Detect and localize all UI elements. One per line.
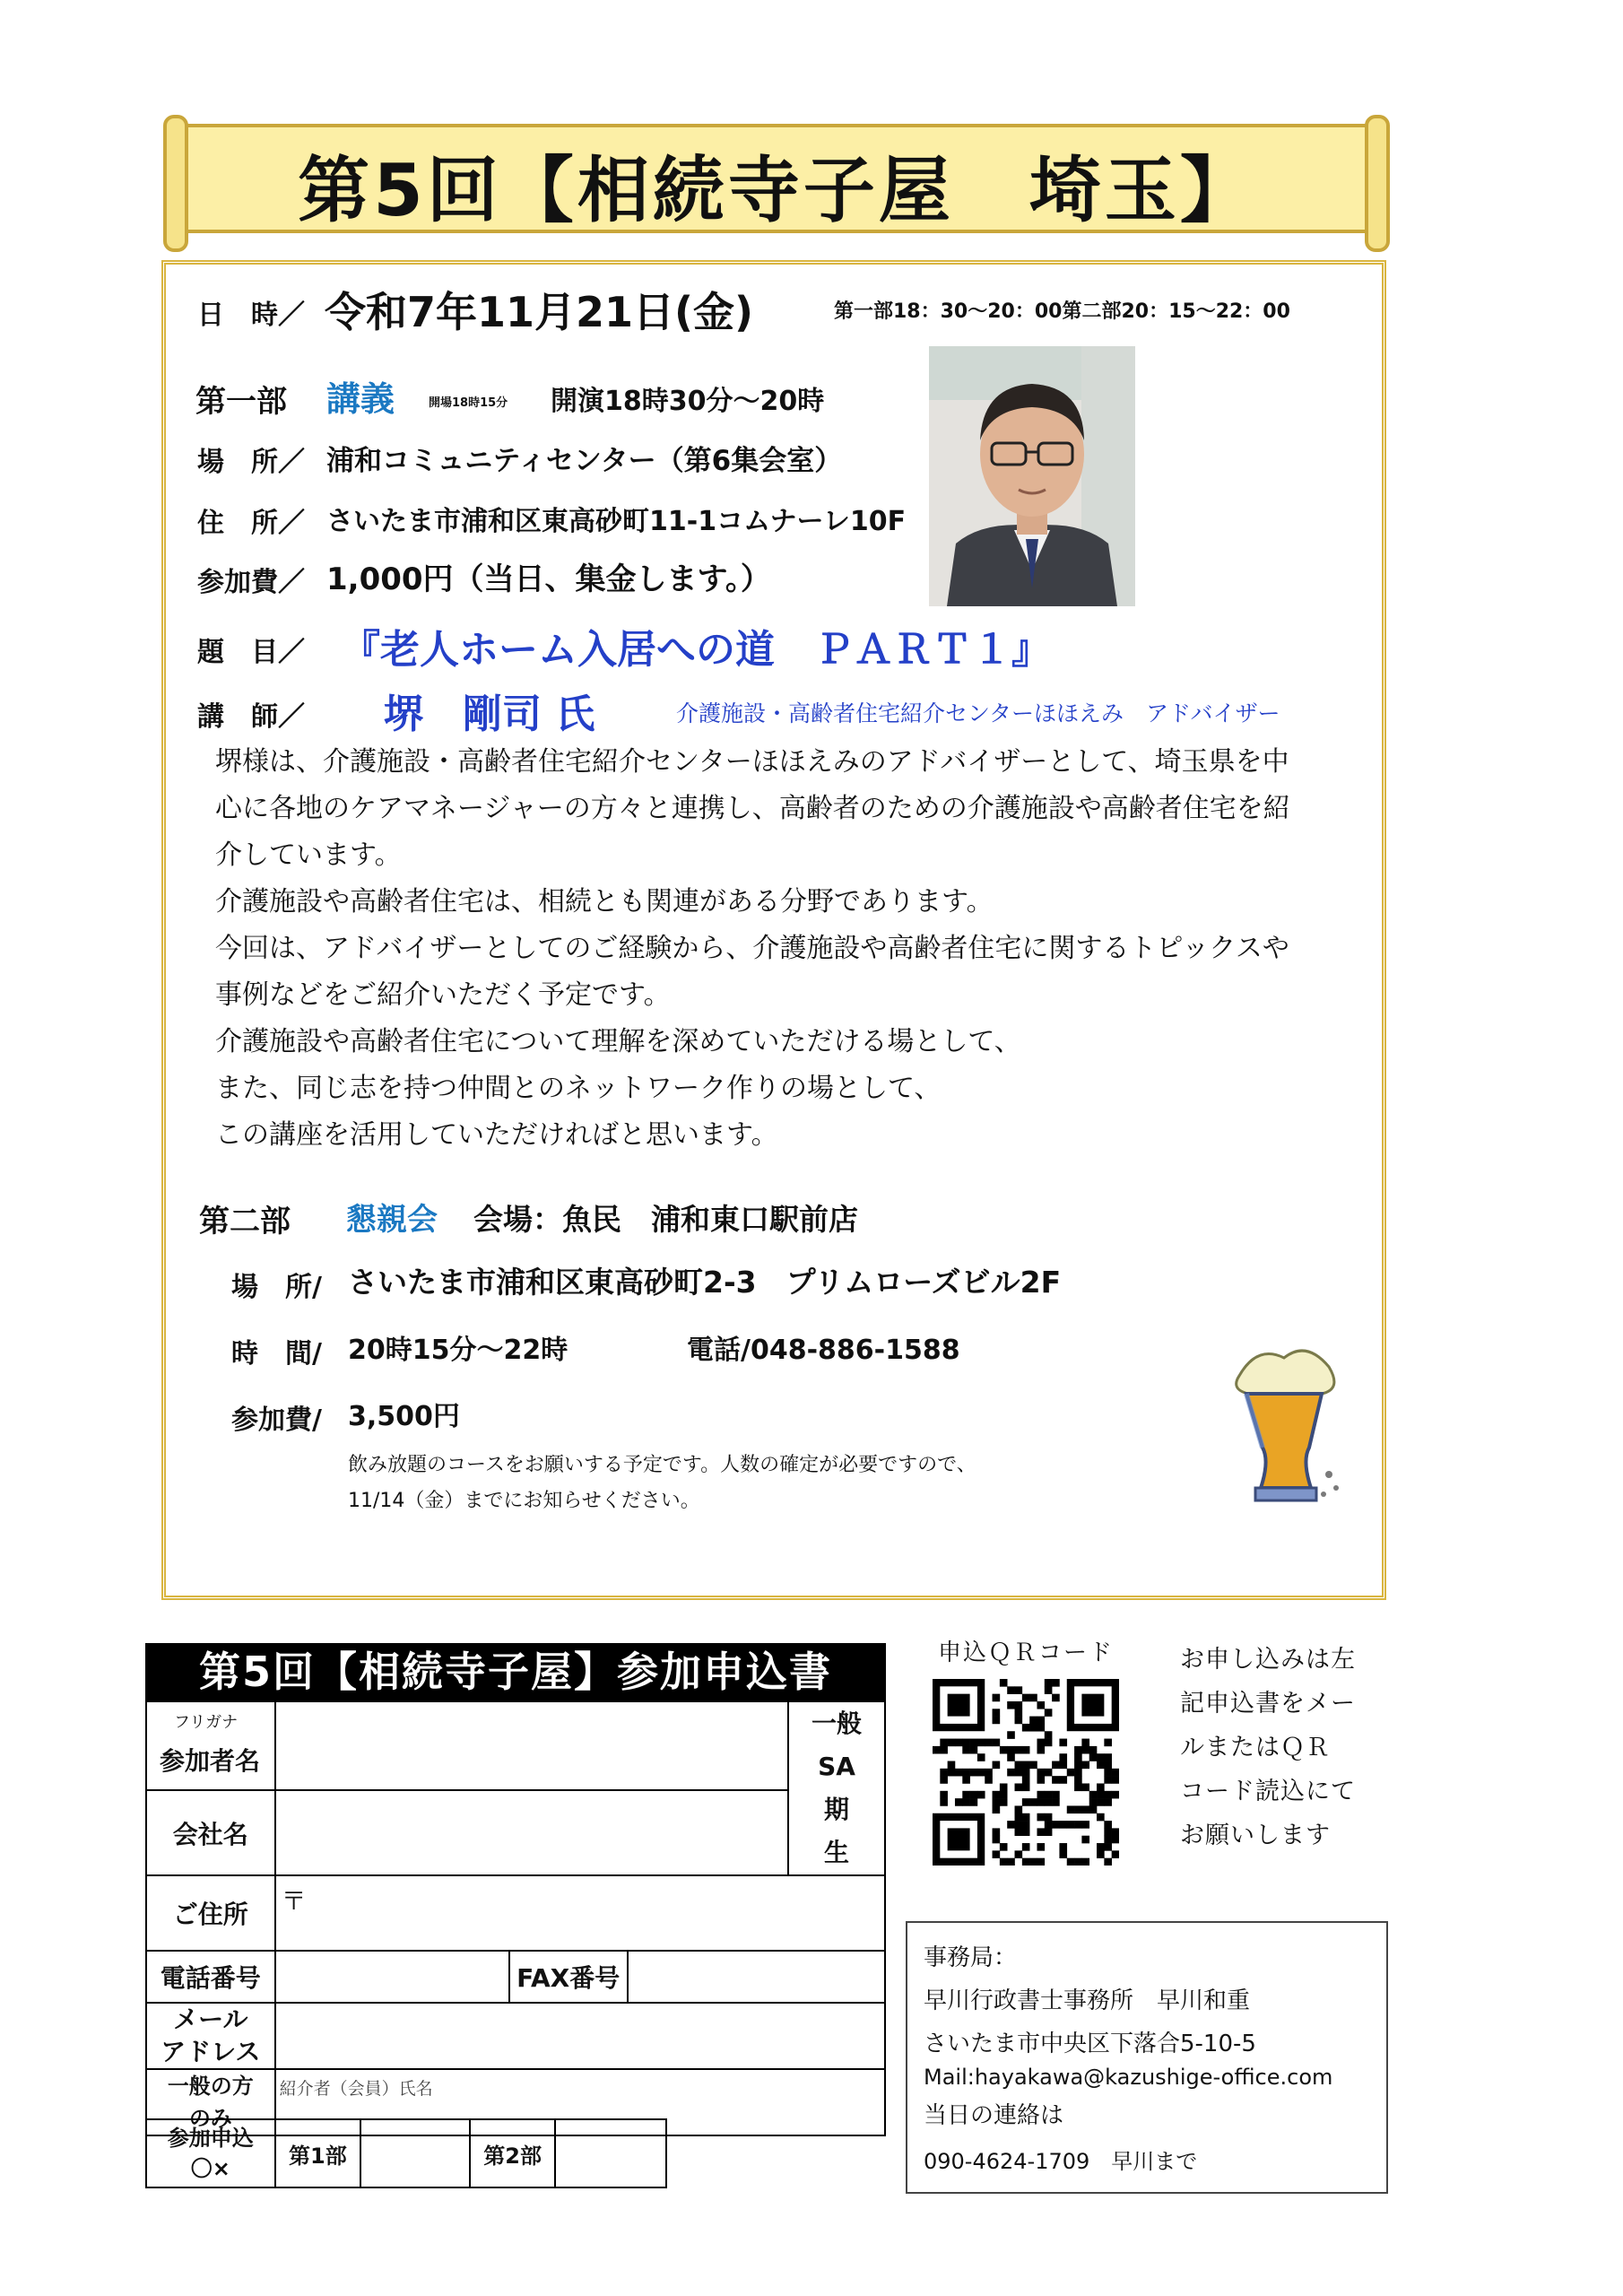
part1-type: 講義 — [326, 379, 395, 419]
description-line: 今回は、アドバイザーとしてのご経験から、介護施設や高齢者住宅に関するトピックスや — [215, 933, 1289, 964]
qr-note-line: ルまたはＱＲ — [1180, 1734, 1331, 1761]
join-label-line: 参加申込 — [167, 2126, 254, 2151]
qr-code-icon[interactable] — [933, 1679, 1119, 1866]
description-line: また、同じ志を持つ仲間とのネットワーク作りの場として、 — [215, 1073, 942, 1104]
description-line: 介護施設や高齢者住宅について理解を深めていただける場として、 — [215, 1026, 1021, 1057]
type-sa: SA 期 — [818, 1752, 906, 1824]
qr-note-line: 記申込書をメー — [1180, 1690, 1356, 1718]
part2-fee-label: 参加費/ — [231, 1405, 322, 1436]
office-box — [906, 1921, 1388, 2194]
place-value: 浦和コミュニティセンター（第6集会室） — [326, 445, 843, 477]
attendance-table — [145, 2118, 667, 2188]
part1-attend-label: 第1部 — [275, 2119, 361, 2187]
office-phone: 090-4624-1709 早川まで — [924, 2149, 1198, 2174]
form-heading: 第5回【相続寺子屋】参加申込書 — [145, 1643, 886, 1700]
topic-label: 題 目／ — [197, 637, 305, 668]
part2-venue: 会場：魚民 浦和東口駅前店 — [473, 1202, 858, 1237]
application-form — [145, 1700, 906, 2136]
fax-field[interactable] — [628, 1951, 885, 2003]
description-line: 介護施設や高齢者住宅は、相続とも関連がある分野であります。 — [215, 886, 994, 918]
qr-note-line: お願いします — [1180, 1822, 1331, 1849]
description-line: 介しています。 — [215, 839, 402, 871]
part1-heading: 第一部 — [195, 384, 287, 420]
qr-note-line: お申し込みは左 — [1180, 1646, 1356, 1674]
part2-time-value: 20時15分〜22時 — [348, 1335, 568, 1366]
general-label-line: 一般の方 — [167, 2074, 254, 2099]
office-name: 早川行政書士事務所 早川和重 — [924, 1987, 1251, 2014]
postal-mark: 〒 — [281, 1886, 307, 1916]
part2-attend-label: 第2部 — [470, 2119, 556, 2187]
beer-glass-icon — [1221, 1340, 1347, 1510]
fax-label: FAX番号 — [509, 1951, 628, 2003]
office-label: 事務局： — [924, 1944, 1018, 1971]
phone-label: 電話番号 — [146, 1951, 275, 2003]
note-line: 11/14（金）までにお知らせください。 — [348, 1490, 700, 1512]
description-line: 事例などをご紹介いただく予定です。 — [215, 979, 671, 1011]
part2-fee-value: 3,500円 — [348, 1401, 460, 1432]
company-field[interactable] — [275, 1790, 788, 1875]
join-label-line: 〇× — [190, 2156, 230, 2181]
address-label: 住 所／ — [197, 508, 305, 539]
topic-value: 『老人ホーム入居への道 ＰＡＲＴ１』 — [341, 627, 1051, 673]
part2-place-label: 場 所/ — [231, 1272, 322, 1303]
office-mail[interactable]: Mail:hayakawa@kazushige-office.com — [924, 2065, 1333, 2090]
times-note: 第一部18：30〜20：00第二部20：15〜22：00 — [834, 300, 1290, 323]
doors-note: 開場18時15分 — [429, 396, 508, 410]
part2-notes — [348, 1448, 976, 1519]
address-field[interactable] — [275, 1875, 885, 1951]
date-value: 令和7年11月21日(金) — [325, 288, 754, 336]
furigana-label: フリガナ — [174, 1713, 239, 1732]
office-contact-note: 当日の連絡は — [924, 2102, 1064, 2129]
fee-value: 1,000円（当日、集金します。） — [326, 561, 771, 597]
member-type-cell[interactable] — [788, 1701, 906, 1875]
phone-field[interactable] — [275, 1951, 509, 2003]
company-label: 会社名 — [146, 1790, 275, 1875]
lecturer-label: 講 師／ — [197, 701, 305, 733]
part1-start: 開演18時30分〜20時 — [551, 386, 825, 417]
qr-label: 申込ＱＲコード — [938, 1639, 1115, 1666]
part2-place-value: さいたま市浦和区東高砂町2-3 プリムローズビル2F — [348, 1265, 1062, 1300]
lecturer-description — [215, 739, 1372, 1159]
address-value: さいたま市浦和区東高砂町11-1コムナーレ10F — [326, 506, 907, 537]
restaurant-phone: 電話/048-886-1588 — [687, 1335, 960, 1366]
mail-label-line: メール — [173, 2005, 248, 2034]
place-label: 場 所／ — [197, 447, 305, 478]
lecturer-name: 堺 剛司 氏 — [384, 691, 595, 737]
qr-note-line: コード読込にて — [1180, 1778, 1356, 1805]
name-label-cell — [146, 1701, 275, 1790]
referrer-label: 紹介者（会員）氏名 — [279, 2079, 433, 2099]
description-line: 堺様は、介護施設・高齢者住宅紹介センターほほえみのアドバイザーとして、埼玉県を中 — [215, 746, 1289, 778]
part2-time-label: 時 間/ — [231, 1338, 322, 1370]
description-line: この講座を活用していただければと思います。 — [215, 1119, 778, 1151]
part2-type: 懇親会 — [346, 1202, 438, 1238]
part2-attend-field[interactable] — [555, 2119, 666, 2187]
mail-field[interactable] — [275, 2003, 885, 2069]
mail-label-line: アドレス — [161, 2037, 261, 2066]
participant-name-field[interactable] — [275, 1701, 788, 1790]
general-label-line: のみ — [188, 2106, 232, 2131]
description-line: 心に各地のケアマネージャーの方々と連携し、高齢者のための介護施設や高齢者住宅を紹 — [215, 793, 1290, 824]
date-label: 日 時／ — [197, 300, 305, 331]
join-label-cell — [146, 2119, 275, 2187]
office-address: さいたま市中央区下落合5-10-5 — [924, 2031, 1256, 2057]
mail-label-cell — [146, 2003, 275, 2069]
participant-name-label: 参加者名 — [160, 1746, 261, 1776]
address-label-cell: ご住所 — [146, 1875, 275, 1951]
part2-heading: 第二部 — [199, 1204, 291, 1239]
page-title: 第5回【相続寺子屋 埼玉】 — [298, 149, 1255, 232]
fee-label: 参加費／ — [197, 567, 305, 598]
note-line: 飲み放題のコースをお願いする予定です。人数の確定が必要ですので、 — [348, 1454, 976, 1476]
title-banner — [169, 124, 1384, 233]
qr-note — [1180, 1638, 1356, 1857]
lecturer-photo — [929, 346, 1135, 606]
type-general: 一般 — [811, 1709, 862, 1738]
lecturer-title: 介護施設・高齢者住宅紹介センターほほえみ アドバイザー — [676, 700, 1280, 726]
type-gen: 生 — [823, 1838, 849, 1867]
part1-attend-field[interactable] — [360, 2119, 470, 2187]
